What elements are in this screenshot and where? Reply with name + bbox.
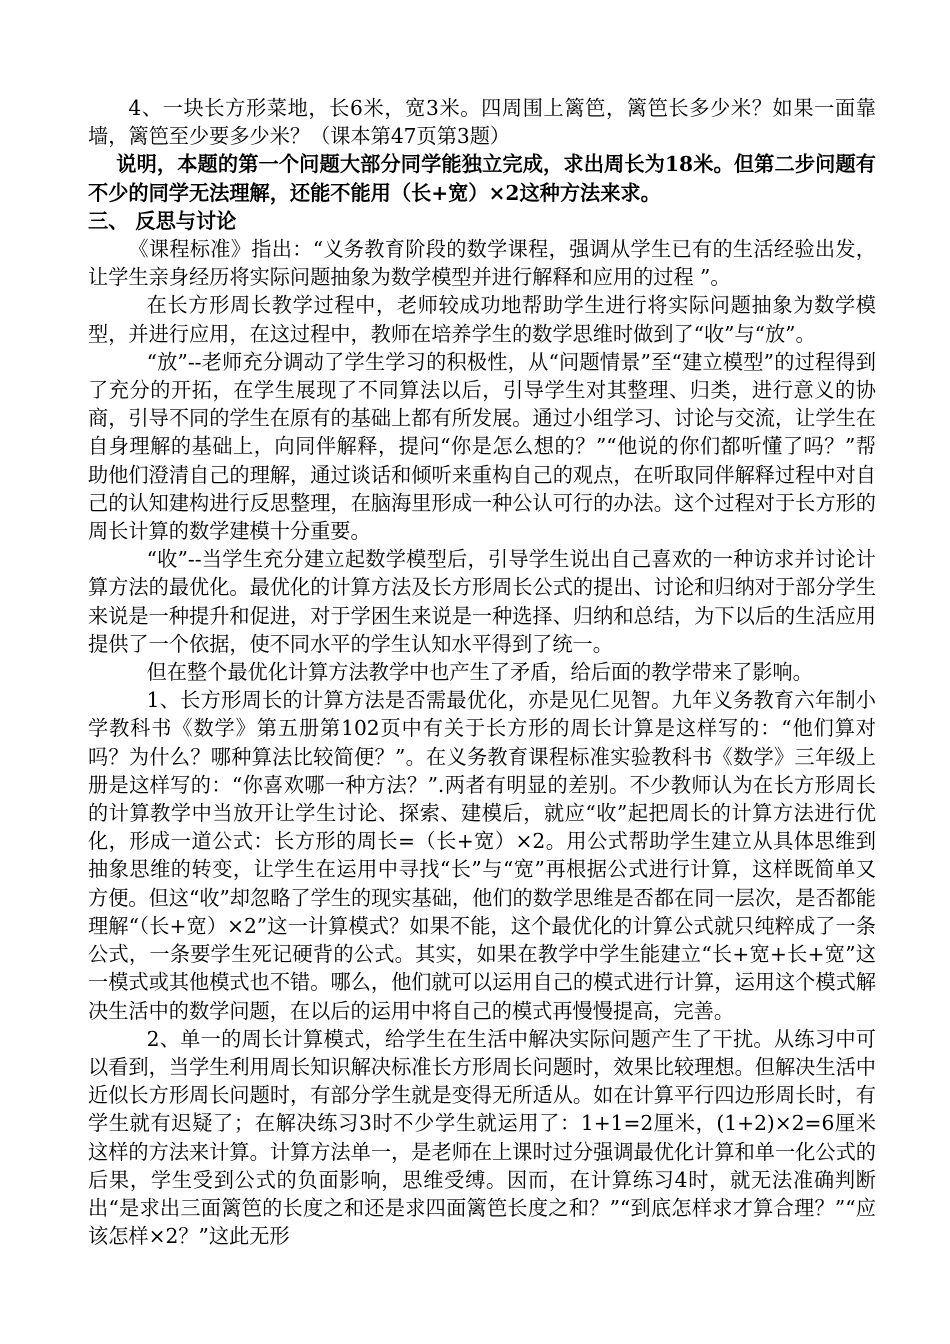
curriculum-standard-paragraph: 《课程标准》指出：“义务教育阶段的数学课程，强调从学生已有的生活经验出发，让学生亲身经历将实际问题抽象为数学模型并进行解释和应用的过程 ”。 [88, 237, 876, 290]
explanation-paragraph: 说明，本题的第一个问题大部分同学能独立完成，求出周长为18米。但第二步问题有不少的同学无法理解，还能不能用（长+宽）×2这种方法来求。 [88, 152, 876, 205]
point-1-paragraph: 1、长方形周长的计算方法是否需最优化，亦是见仁见智。九年义务教育六年制小学教科书《数学》第五册第102页中有关于长方形的周长计算是这样写的：“他们算对吗？为什么？哪种算法比较简便？”。在义务教育课程标准实验教科书《数学》三年级上册是这样写的：“你喜欢哪一种方法？”.两者有明显的差别。不少教师认为在长方形周长的计算教学中当放开让学生讨论、探索、建模后，就应“收”起把周长的计算方法进行优化，形成一道公式：长方形的周长=（长+宽）×2。用公式帮助学生建立从具体思维到抽象思维的转变，让学生在运用中寻找“长”与“宽”再根据公式进行计算，这样既简单又方便。但这“收”却忽略了学生的现实基础，他们的数学思维是否都在同一层次，是否都能理解“（长+宽）×2”这一计算模式？如果不能，这个最优化的计算公式就只纯粹成了一条公式，一条要学生死记硬背的公式。其实，如果在教学中学生能建立“长+宽+长+宽”这一模式或其他模式也不错。哪么，他们就可以运用自己的模式进行计算，运用这个模式解决生活中的数学问题，在以后的运用中将自己的模式再慢慢提高，完善。 [88, 688, 876, 1023]
document-page [88, 94, 876, 1250]
contradiction-paragraph: 但在整个最优化计算方法教学中也产生了矛盾，给后面的教学带来了影响。 [146, 660, 813, 685]
exercise-4-paragraph: 4、一块长方形菜地，长6米，宽3米。四周围上篱笆，篱笆长多少米？如果一面靠墙，篱笆至少要多少米？（课本第47页第3题） [88, 96, 876, 149]
teaching-process-paragraph: 在长方形周长教学过程中，老师较成功地帮助学生进行将实际问题抽象为数学模型，并进行应用，在这过程中，教师在培养学生的数学思维时做到了“收”与“放”。 [88, 293, 876, 346]
section-heading-reflection: 三、 反思与讨论 [88, 208, 237, 233]
release-paragraph: “放”--老师充分调动了学生学习的积极性，从“问题情景”至“建立模型”的过程得到了充分的开拓，在学生展现了不同算法以后，引导学生对其整理、归类，进行意义的协商，引导不同的学生在原有的基础上都有所发展。通过小组学习、讨论与交流，让学生在自身理解的基础上，向同伴解释，提问“你是怎么想的？”“他说的你们都听懂了吗？”帮助他们澄清自己的理解，通过谈话和倾听来重构自己的观点，在听取同伴解释过程中对自己的认知建构进行反思整理，在脑海里形成一种公认可行的办法。这个过程对于长方形的周长计算的数学建模十分重要。 [88, 349, 876, 544]
gather-paragraph: “收”--当学生充分建立起数学模型后，引导学生说出自己喜欢的一种访求并讨论计算方法的最优化。最优化的计算方法及长方形周长公式的提出、讨论和归纳对于部分学生来说是一种提升和促进，对于学困生来说是一种选择、归纳和总结，为下以后的生活应用提供了一个依据，使不同水平的学生认知水平得到了统一。 [88, 547, 876, 656]
point-2-paragraph: 2、单一的周长计算模式，给学生在生活中解决实际问题产生了干扰。从练习中可以看到，当学生利用周长知识解决标准长方形周长问题时，效果比较理想。但解决生活中近似长方形周长问题时，有部分学生就是变得无所适从。如在计算平行四边形周长时，有学生就有迟疑了；在解决练习3时不少学生就运用了：1+1=2厘米，(1+2)×2=6厘米这样的方法来计算。计算方法单一，是老师在上课时过分强调最优化计算和单一化公式的后果，学生受到公式的负面影响，思维受缚。因而，在计算练习4时，就无法准确判断出“是求出三面篱笆的长度之和还是求四面篱笆长度之和？”“到底怎样求才算合理？”“应该怎样×2？”这此无形 [88, 1026, 876, 1249]
